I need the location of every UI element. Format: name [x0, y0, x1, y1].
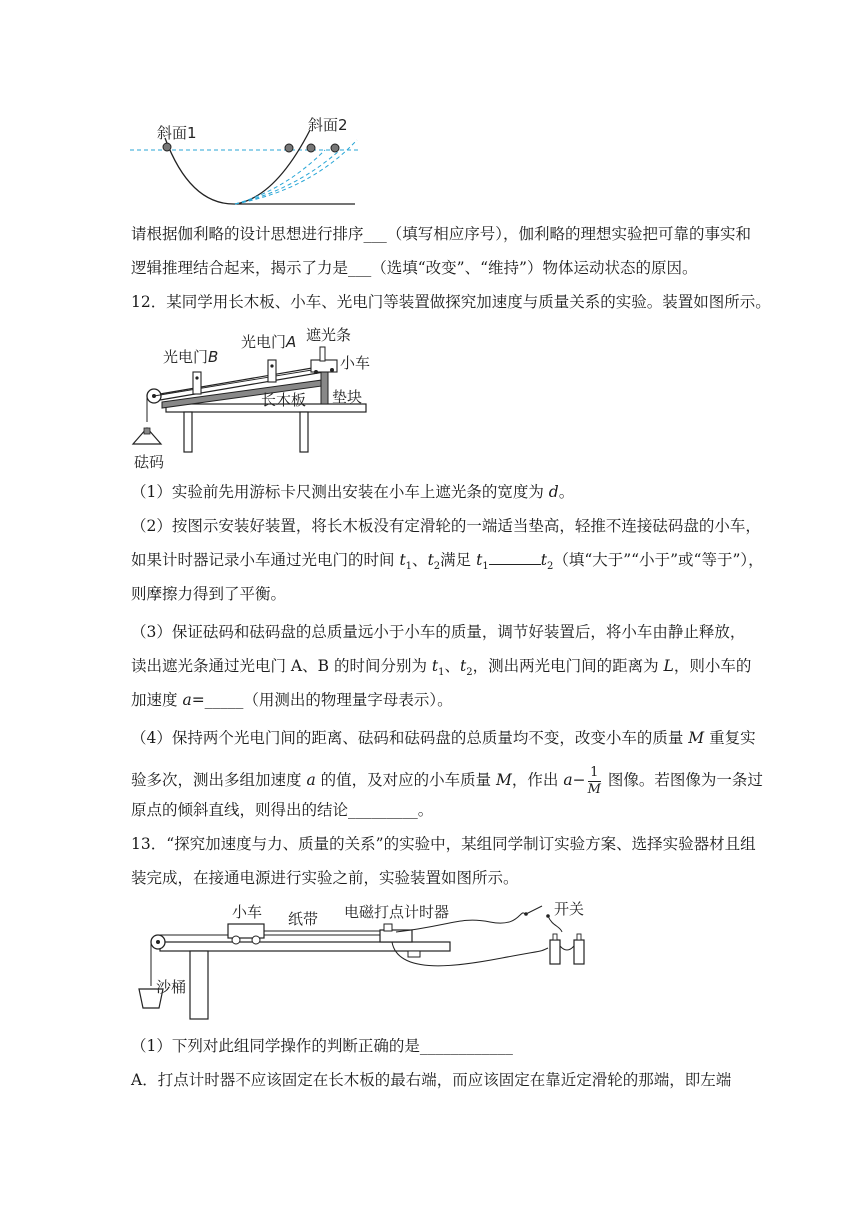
q12-part3-line2: 读出遮光条通过光电门 A、B 的时间分别为 $t_1$、$t_2$，测出两光电门间的距离为 L，则小车的: [131, 657, 752, 679]
fig3-tape-label: 纸带: [288, 910, 319, 928]
fig2-weight-label: 砝码: [134, 453, 165, 471]
galileo-inclines-figure: [125, 110, 365, 210]
ticker-timer-apparatus-figure: [130, 896, 600, 1032]
q11-line2: 逻辑推理结合起来，揭示了力是___（选填“改变”、“维持”）物体运动状态的原因。: [131, 259, 698, 277]
fig2-board-label: 长木板: [261, 391, 307, 409]
q11-line1: 请根据伽利略的设计思想进行排序___（填写相应序号），伽利略的理想实验把可靠的事实和: [131, 225, 752, 243]
fig3-timer-label: 电磁打点计时器: [344, 903, 450, 921]
q12-part2-blank[interactable]: [489, 550, 541, 565]
q12-stem: 12．某同学用长木板、小车、光电门等装置做探究加速度与质量关系的实验。装置如图所示。: [131, 293, 771, 311]
fig1-label-right: 斜面2: [308, 116, 348, 134]
photogate-apparatus-figure: [128, 322, 388, 472]
q12-part3-line3: 加速度 a=_____（用测出的物理量字母表示）。: [131, 691, 453, 709]
q13-stem-line1: 13．“探究加速度与力、质量的关系”的实验中，某组同学制订实验方案、选择实验器材且组: [131, 835, 756, 853]
fig2-block-label: 垫块: [332, 388, 363, 406]
q13-part1: （1）下列对此组同学操作的判断正确的是____________: [131, 1037, 513, 1055]
q12-part1: （1）实验前先用游标卡尺测出安装在小车上遮光条的宽度为 d。: [131, 483, 575, 501]
q12-part2-line1: （2）按图示安装好装置，将长木板没有定滑轮的一端适当垫高，轻推不连接砝码盘的小车，: [131, 517, 761, 535]
q13-stem-line2: 装完成，在接通电源进行实验之前，实验装置如图所示。: [131, 869, 519, 887]
fig3-switch-label: 开关: [554, 900, 585, 918]
q13-option-a[interactable]: A．打点计时器不应该固定在长木板的最右端，而应该固定在靠近定滑轮的那端，即左端: [131, 1071, 732, 1089]
one-over-M-fraction: $\frac{1}{M}$: [587, 764, 601, 797]
q12-part4-line2: 验多次，测出多组加速度 a 的值，及对应的小车质量 M，作出 a− $\frac{1}{M}$ 图像。若图像为一条过: [131, 764, 763, 797]
fig2-cart-label: 小车: [340, 354, 371, 372]
q12-part4-line1: （4）保持两个光电门间的距离、砝码和砝码盘的总质量均不变，改变小车的质量 M 重复实: [131, 729, 756, 747]
fig2-gate-b-label: 光电门B: [163, 348, 219, 366]
q12-part2-line3: 则摩擦力得到了平衡。: [131, 585, 287, 603]
q12-part4-line3: 原点的倾斜直线，则得出的结论_________。: [131, 801, 434, 819]
fig1-label-left: 斜面1: [157, 124, 197, 142]
fig3-bucket-label: 沙桶: [156, 978, 187, 996]
fig2-gate-a-label: 光电门A: [241, 333, 297, 351]
q12-part2-line2: 如果计时器记录小车通过光电门的时间 $t_1$、$t_2$满足 $t_1$ $t_2$（填“大于”“小于”或“等于”），: [131, 551, 764, 573]
q12-part3-line1: （3）保证砝码和砝码盘的总质量远小于小车的质量，调节好装置后，将小车由静止释放，: [131, 623, 746, 641]
fig2-shading-strip-label: 遮光条: [306, 326, 352, 344]
fig3-cart-label: 小车: [232, 903, 263, 921]
